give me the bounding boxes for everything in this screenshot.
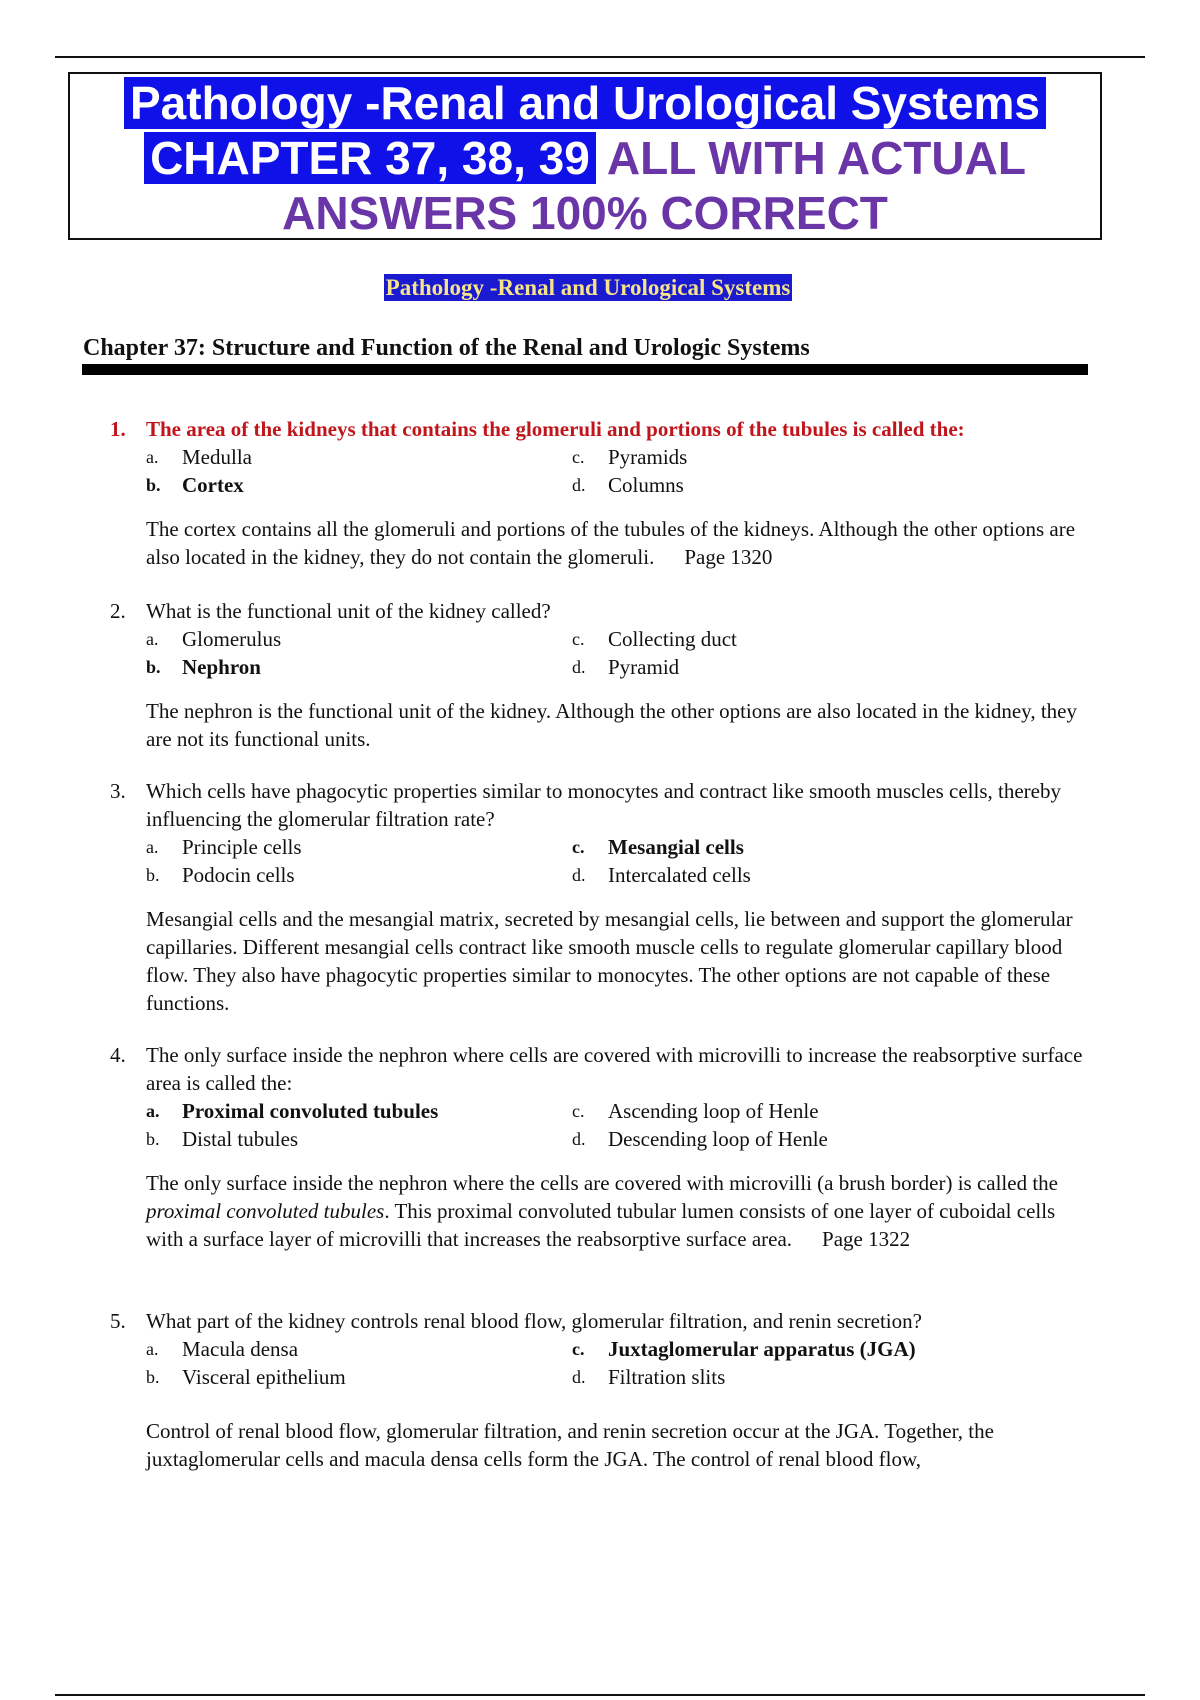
option-a xyxy=(146,833,572,861)
option-d xyxy=(572,653,998,681)
option-text: Mesangial cells xyxy=(608,835,744,859)
explanation-emphasis: proximal convoluted tubules xyxy=(146,1199,385,1223)
question-2 xyxy=(110,597,1090,753)
option-letter: c. xyxy=(572,837,585,857)
subtitle: Pathology -Renal and Urological Systems xyxy=(385,275,791,300)
question-stem xyxy=(110,777,1090,833)
question-text: What is the functional unit of the kidney called? xyxy=(146,599,551,623)
option-text: Glomerulus xyxy=(182,627,282,651)
question-5 xyxy=(110,1307,1090,1473)
explanation: The nephron is the functional unit of the kidney. Although the other options are also located in the kidney, they are not its functional units. xyxy=(146,699,1077,751)
options xyxy=(146,1097,1090,1153)
question-text: The only surface inside the nephron where cells are covered with microvilli to increase the reabsorptive surface area is called the: xyxy=(146,1043,1083,1095)
title-line-1 xyxy=(70,76,1100,131)
option-text: Medulla xyxy=(182,445,252,469)
option-text: Nephron xyxy=(182,655,261,679)
question-text: Which cells have phagocytic properties similar to monocytes and contract like smooth muscles cells, thereby influencing the glomerular filtration rate? xyxy=(146,779,1061,831)
option-text: Juxtaglomerular apparatus (JGA) xyxy=(608,1337,916,1361)
option-text: Descending loop of Henle xyxy=(608,1127,828,1151)
option-text: Intercalated cells xyxy=(608,863,751,887)
option-b xyxy=(146,861,572,889)
explanation-text: The only surface inside the nephron where the cells are covered with microvilli (a brush border) is called the xyxy=(146,1171,1058,1195)
option-letter: d. xyxy=(572,1129,586,1149)
option-letter: c. xyxy=(572,629,585,649)
option-letter: c. xyxy=(572,1339,585,1359)
option-letter: c. xyxy=(572,447,585,467)
option-letter: d. xyxy=(572,475,586,495)
option-letter: b. xyxy=(146,475,161,495)
title-line-1-highlight: Pathology -Renal and Urological Systems xyxy=(124,77,1046,129)
explanation-text-cont: . This proximal convoluted tubular lumen consists of one layer of cuboidal cells with a surface layer of microvilli that increases the reabsorptive surface area. xyxy=(146,1199,1056,1251)
option-letter: a. xyxy=(146,629,159,649)
option-text: Macula densa xyxy=(182,1337,299,1361)
option-a-correct xyxy=(146,1097,572,1125)
option-c xyxy=(572,1097,998,1125)
question-number: 2. xyxy=(110,599,126,623)
option-d xyxy=(572,1363,998,1391)
explanation: Control of renal blood flow, glomerular filtration, and renin secretion occur at the JGA. Together, the juxtaglomerular cells and macula densa cells form the JGA. The control of renal blood flow, xyxy=(146,1419,994,1471)
option-text: Ascending loop of Henle xyxy=(608,1099,819,1123)
question-3 xyxy=(110,777,1090,1017)
options xyxy=(146,833,1090,889)
option-letter: b. xyxy=(146,1367,160,1387)
option-a xyxy=(146,1335,572,1363)
question-number: 4. xyxy=(110,1043,126,1067)
option-letter: b. xyxy=(146,865,160,885)
question-number: 3. xyxy=(110,779,126,803)
chapter-title: Chapter 37: Structure and Function of the Renal and Urologic Systems xyxy=(83,335,810,361)
option-text: Collecting duct xyxy=(608,627,737,651)
option-letter: b. xyxy=(146,657,161,677)
option-letter: a. xyxy=(146,1339,159,1359)
title-line-3: ANSWERS 100% CORRECT xyxy=(282,187,888,239)
option-letter: a. xyxy=(146,447,159,467)
option-letter: d. xyxy=(572,865,586,885)
question-4 xyxy=(110,1041,1090,1253)
option-text: Columns xyxy=(608,473,684,497)
question-text: What part of the kidney controls renal blood flow, glomerular filtration, and renin secretion? xyxy=(146,1309,922,1333)
option-c xyxy=(572,625,998,653)
option-d xyxy=(572,861,998,889)
option-a xyxy=(146,625,572,653)
explanation xyxy=(146,515,1090,571)
options xyxy=(146,1335,1090,1391)
option-text: Distal tubules xyxy=(182,1127,299,1151)
explanation: Mesangial cells and the mesangial matrix, secreted by mesangial cells, lie between and support the glomerular capillaries. Different mesangial cells contract like smooth muscle cells to regulate glomerular capillary blood flow. They also have phagocytic properties similar to monocytes. The other options are not capable of these functions. xyxy=(146,907,1073,1015)
option-text: Podocin cells xyxy=(182,863,295,887)
option-b xyxy=(146,1363,572,1391)
options xyxy=(146,625,1090,681)
subtitle-wrap xyxy=(0,274,1176,301)
question-text: The area of the kidneys that contains the glomeruli and portions of the tubules is called the: xyxy=(146,417,965,441)
option-b xyxy=(146,1125,572,1153)
question-stem xyxy=(110,1041,1090,1097)
option-text: Principle cells xyxy=(182,835,302,859)
option-c xyxy=(572,443,998,471)
bottom-rule xyxy=(55,1694,1145,1696)
option-text: Proximal convoluted tubules xyxy=(182,1099,439,1123)
document-title-box xyxy=(68,72,1102,240)
question-stem xyxy=(110,1307,1090,1335)
page-reference: Page 1320 xyxy=(684,545,773,569)
question-stem xyxy=(110,597,1090,625)
option-c-correct xyxy=(572,1335,998,1363)
explanation-text: The cortex contains all the glomeruli and portions of the tubules of the kidneys. Although the other options are also located in the kidney, they do not contain the glomeruli. xyxy=(146,517,1076,569)
option-b-correct xyxy=(146,653,572,681)
option-letter: a. xyxy=(146,837,159,857)
option-letter: b. xyxy=(146,1129,160,1149)
option-letter: c. xyxy=(572,1101,585,1121)
option-text: Pyramids xyxy=(608,445,688,469)
option-d xyxy=(572,1125,998,1153)
question-number: 5. xyxy=(110,1309,126,1333)
question-1 xyxy=(110,415,1090,571)
question-number: 1. xyxy=(110,417,126,441)
option-b-correct xyxy=(146,471,572,499)
title-line-2-rest: ALL WITH ACTUAL xyxy=(606,132,1026,184)
page-reference: Page 1322 xyxy=(822,1227,911,1251)
option-letter: d. xyxy=(572,657,586,677)
question-stem xyxy=(110,415,1090,443)
option-text: Visceral epithelium xyxy=(182,1365,346,1389)
option-text: Pyramid xyxy=(608,655,680,679)
option-text: Filtration slits xyxy=(608,1365,726,1389)
option-c-correct xyxy=(572,833,998,861)
chapter-rule xyxy=(82,364,1088,375)
option-letter: a. xyxy=(146,1101,160,1121)
option-a xyxy=(146,443,572,471)
title-line-2 xyxy=(70,131,1100,186)
option-d xyxy=(572,471,998,499)
option-text: Cortex xyxy=(182,473,244,497)
option-letter: d. xyxy=(572,1367,586,1387)
top-rule xyxy=(55,56,1145,58)
title-line-2-highlight: CHAPTER 37, 38, 39 xyxy=(144,132,596,184)
options xyxy=(146,443,1090,499)
explanation xyxy=(146,1169,1090,1253)
